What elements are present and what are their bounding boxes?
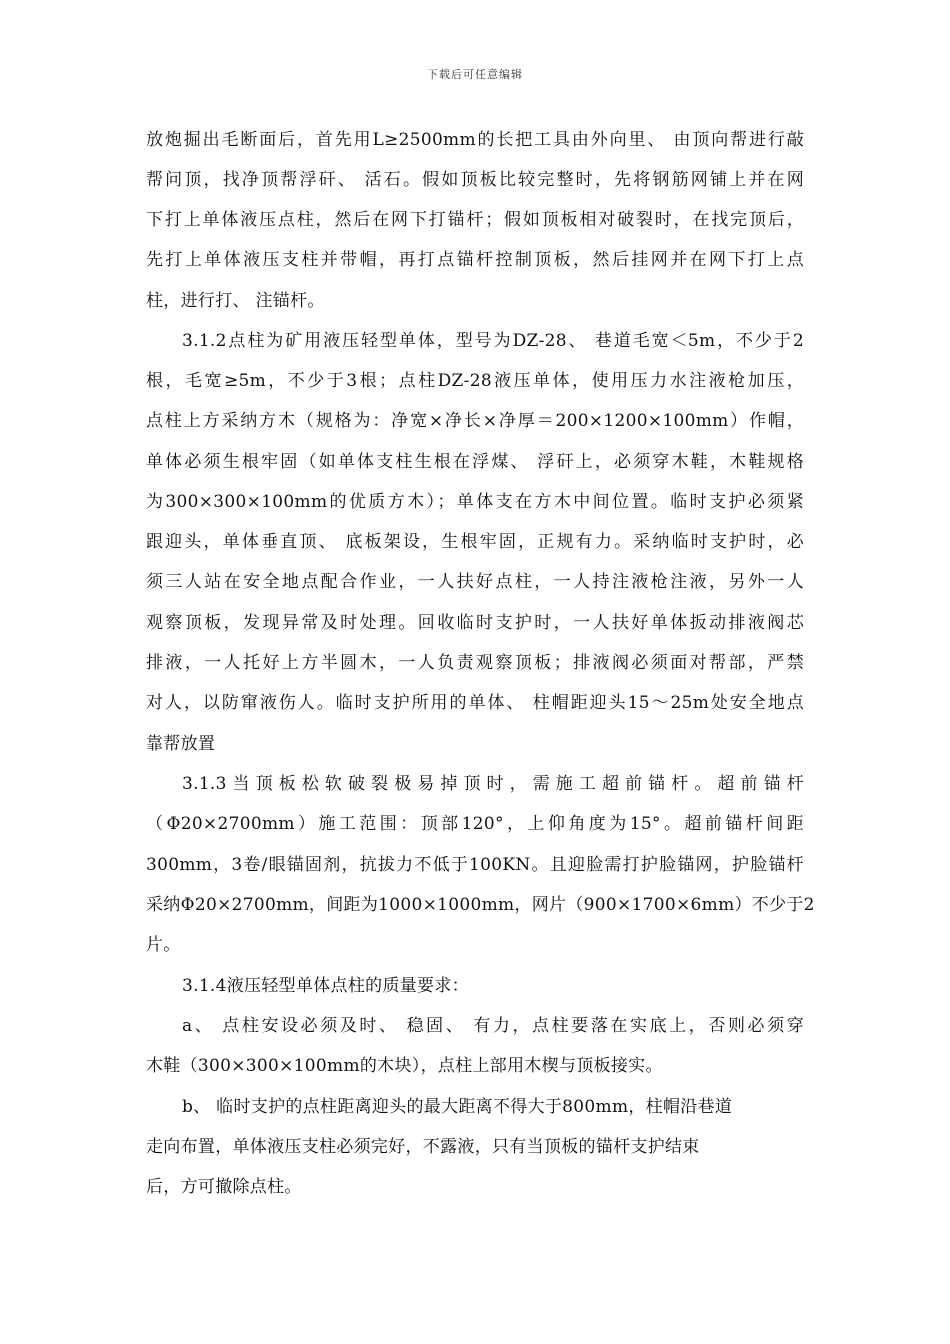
paragraph-line: 点柱上方采纳方木（规格为：净宽×净长×净厚＝200×1200×100mm）作帽，	[146, 411, 804, 431]
paragraph-line: 采纳Φ20×2700mm，间距为1000×1000mm，网片（900×1700×6mm）不少于2	[146, 895, 815, 915]
page-header: 下载后可任意编辑	[427, 68, 523, 81]
paragraph-line: 根，毛宽≥5m，不少于3根；点柱DZ-28液压单体，使用压力水注液枪加压，	[146, 371, 804, 391]
list-item-a: a、 点柱安设必须及时、 稳固、 有力，点柱要落在实底上，否则必须穿	[182, 1016, 804, 1036]
paragraph-line: 跟迎头，单体垂直顶、 底板架设，生根牢固，正规有力。采纳临时支护时，必	[146, 532, 804, 552]
paragraph-line: 须三人站在安全地点配合作业，一人扶好点柱，一人持注液枪注液，另外一人	[146, 572, 804, 592]
paragraph-line: 先打上单体液压支柱并带帽，再打点锚杆控制顶板，然后挂网并在网下打上点	[146, 250, 804, 270]
paragraph-line: 片。	[146, 935, 181, 955]
paragraph-line: 300mm，3卷/眼锚固剂，抗拔力不低于100KN。且迎脸需打护脸锚网，护脸锚杆	[146, 855, 804, 875]
paragraph-line: 观察顶板，发现异常及时处理。回收临时支护时，一人扶好单体扳动排液阀芯	[146, 613, 804, 633]
section-heading: 3.1.4液压轻型单体点柱的质量要求：	[182, 976, 469, 996]
paragraph-line: 排液，一人托好上方半圆木，一人负责观察顶板；排液阀必须面对帮部，严禁	[146, 653, 804, 673]
paragraph-line: 单体必须生根牢固（如单体支柱生根在浮煤、 浮矸上，必须穿木鞋，木鞋规格	[146, 452, 804, 472]
paragraph-line: 对人，以防窜液伤人。临时支护所用的单体、 柱帽距迎头15～25m处安全地点	[146, 693, 804, 713]
paragraph-line: （Φ20×2700mm）施工范围：顶部120°，上仰角度为15°。超前锚杆间距	[146, 814, 804, 834]
paragraph-line: 帮问顶，找净顶帮浮矸、 活石。假如顶板比较完整时，先将钢筋网铺上并在网	[146, 170, 804, 190]
paragraph-line: 放炮掘出毛断面后，首先用L≥2500mm的长把工具由外向里、 由顶向帮进行敲	[146, 130, 804, 150]
paragraph-line: 3.1.3当顶板松软破裂极易掉顶时，需施工超前锚杆。超前锚杆	[182, 774, 804, 794]
paragraph-line: 为300×300×100mm的优质方木）；单体支在方木中间位置。临时支护必须紧	[146, 492, 804, 512]
paragraph-line: 3.1.2点柱为矿用液压轻型单体，型号为DZ-28、 巷道毛宽＜5m，不少于2	[182, 331, 804, 351]
paragraph-line: 下打上单体液压点柱，然后在网下打锚杆；假如顶板相对破裂时，在找完顶后，	[146, 210, 804, 230]
paragraph-line: 柱，进行打、 注锚杆。	[146, 291, 325, 311]
list-item-b: b、 临时支护的点柱距离迎头的最大距离不得大于800mm，柱帽沿巷道	[182, 1097, 733, 1117]
paragraph-line: 靠帮放置	[146, 734, 216, 754]
paragraph-line: 木鞋（300×300×100mm的木块），点柱上部用木楔与顶板接实。	[146, 1056, 663, 1076]
paragraph-line: 后，方可撤除点柱。	[146, 1177, 302, 1197]
paragraph-line: 走向布置，单体液压支柱必须完好，不露液，只有当顶板的锚杆支护结束	[146, 1137, 700, 1157]
